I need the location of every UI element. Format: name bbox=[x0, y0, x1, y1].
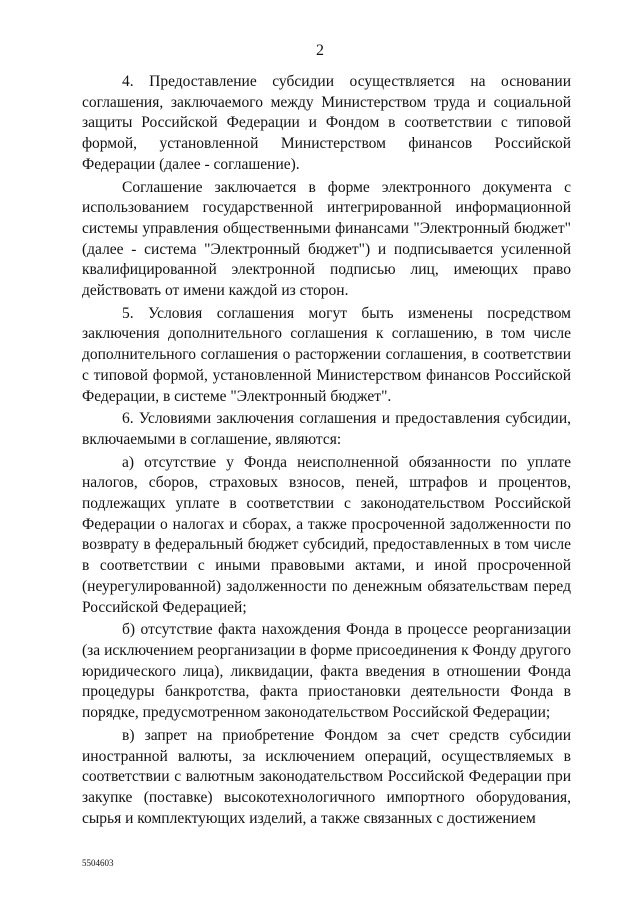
paragraph-subitem-a: а) отсутствие у Фонда неисполненной обязанности по уплате налогов, сборов, страховых взносов, пеней, штрафов и процентов, подлежащих уплате в соответствии с законодательством Российской Федерации о налогах и сборах, а также просроченной задолженности по возврату в федеральный бюджет субсидий, предоставленных в том числе в соответствии с иными правовыми актами, и иной просроченной (неурегулированной) задолженности по денежным обязательствам перед Российской Федерацией; bbox=[82, 453, 571, 616]
paragraph-subitem-b: б) отсутствие факта нахождения Фонда в процессе реорганизации (за исключением реорганизации в форме присоединения к Фонду другого юридического лица), ликвидации, факта введения в отношении Фонда процедуры банкротства, факта приостановки деятельности Фонда в порядке, предусмотренном законодательством Российской Федерации; bbox=[82, 621, 571, 722]
paragraph-item-6: 6. Условиями заключения соглашения и предоставления субсидии, включаемыми в соглашение, являются: bbox=[82, 410, 571, 448]
paragraph-subitem-v: в) запрет на приобретение Фондом за счет средств субсидии иностранной валюты, за исключением операций, осуществляемых в соответствии с валютным законодательством Российской Федерации при закупке (поставке) высокотехнологичного импортного оборудования, сырья и комплектующих изделий, а также связанных с достижением bbox=[82, 726, 571, 827]
paragraph-item-4: 4. Предоставление субсидии осуществляется на основании соглашения, заключаемого между Министерством труда и социальной защиты Российской Федерации и Фондом в соответствии с типовой формой, установленной Министерством финансов Российской Федерации (далее - соглашение). bbox=[82, 73, 571, 173]
paragraph-agreement-form: Соглашение заключается в форме электронного документа с использованием государственной интегрированной информационной системы управления общественными финансами "Электронный бюджет" (далее - система "Электронный бюджет") и подписывается усиленной квалифицированной электронной подписью лиц, имеющих право действовать от имени каждой из сторон. bbox=[82, 178, 571, 300]
paragraph-item-5: 5. Условия соглашения могут быть изменены посредством заключения дополнительного соглашения к соглашению, в том числе дополнительного соглашения о расторжении соглашения, в соответствии с типовой формой, установленной Министерством финансов Российской Федерации, в системе "Электронный бюджет". bbox=[82, 304, 571, 405]
document-body bbox=[82, 72, 571, 831]
document-code: 5504603 bbox=[82, 858, 114, 868]
page-number: 2 bbox=[316, 42, 324, 59]
